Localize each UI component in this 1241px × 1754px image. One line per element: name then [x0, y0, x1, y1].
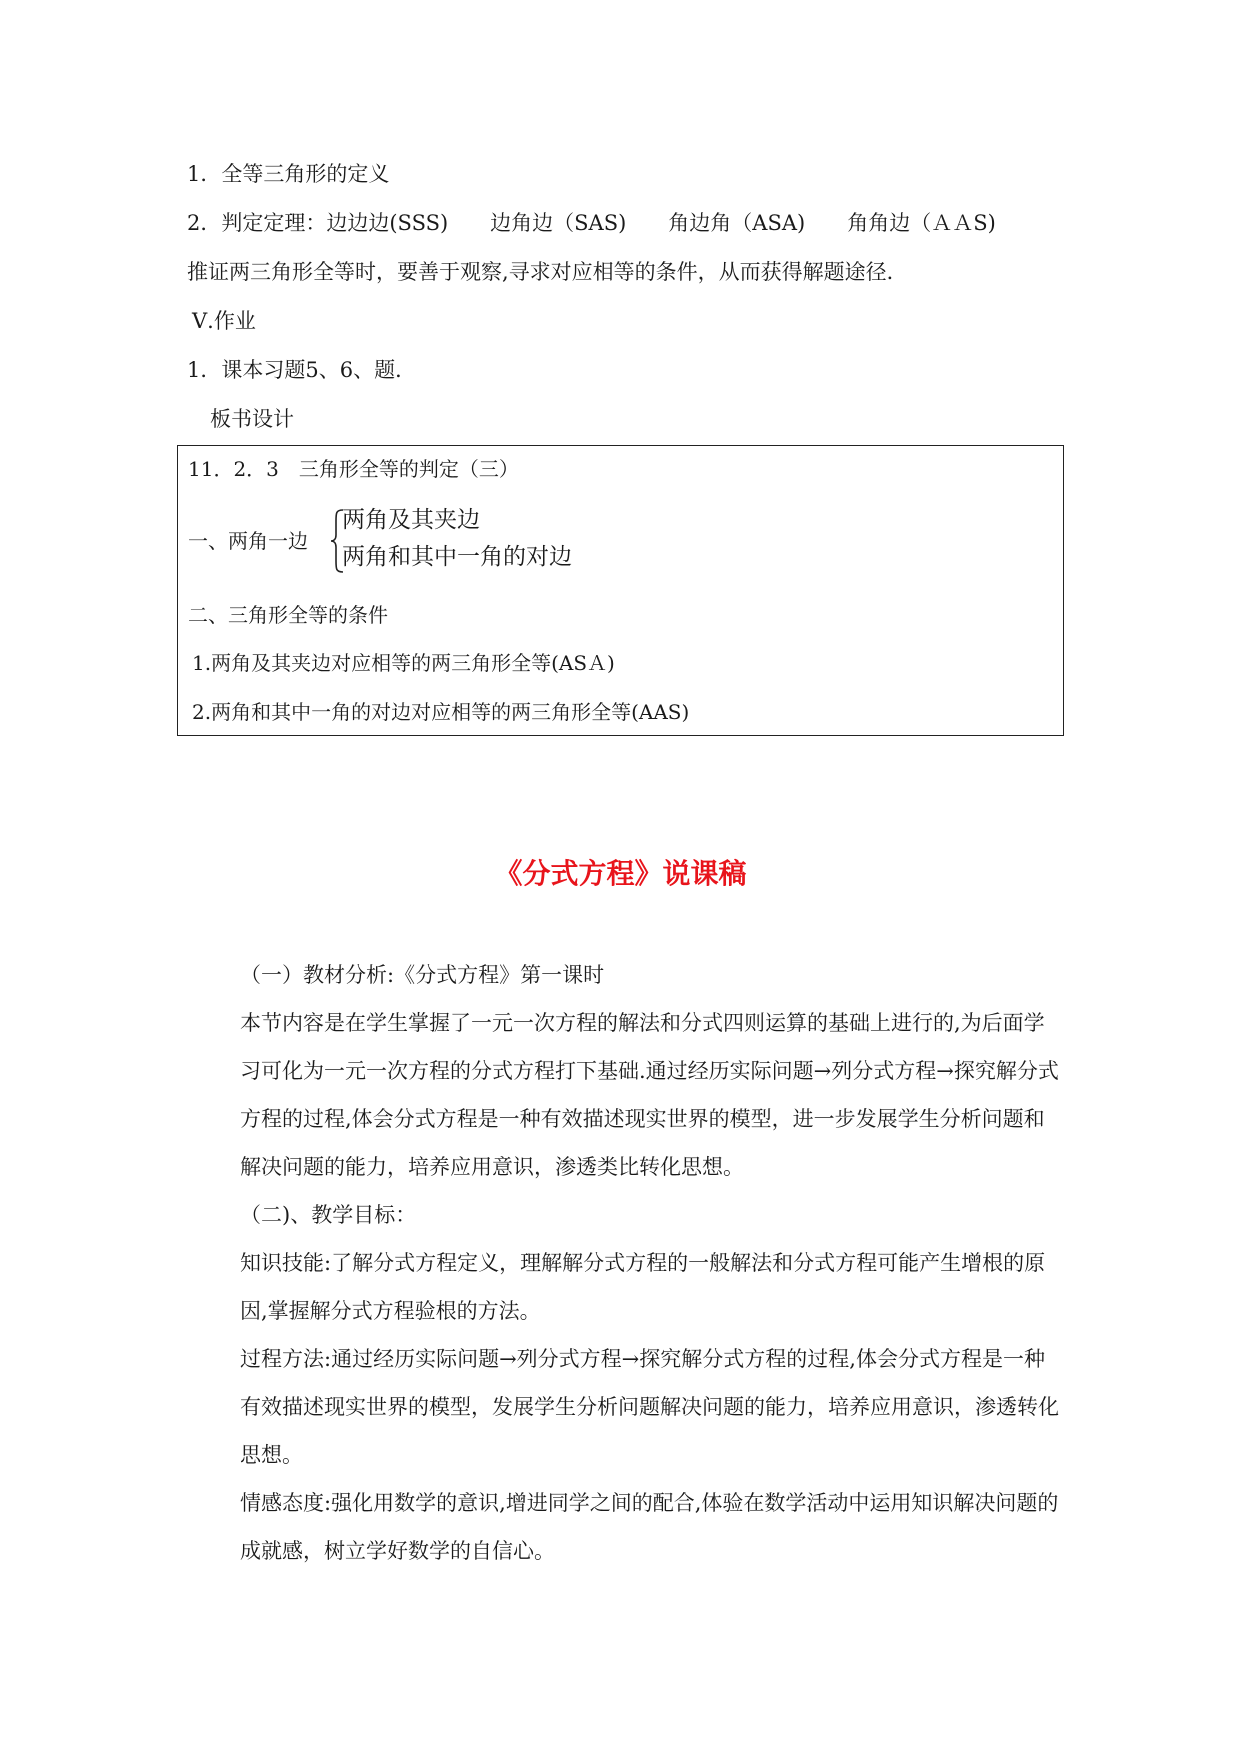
board-title: 11．2．3 三角形全等的判定（三） [188, 457, 519, 481]
board-part1-a: 两角及其夹边 [342, 507, 480, 533]
board-cond-1: 1.两角及其夹边对应相等的两三角形全等(ASＡ) [192, 651, 615, 675]
goal-process: 过程方法:通过经历实际问题→列分式方程→探究解分式方程的过程,体会分式方程是一种有效描述现实世界的模型，发展学生分析问题解决问题的能力，培养应用意识，渗透转化思想。 [240, 1347, 1059, 1467]
homework-heading: Ⅴ.作业 [192, 309, 256, 333]
section-1-body: 本节内容是在学生掌握了一元一次方程的解法和分式四则运算的基础上进行的,为后面学习可化为一元一次方程的分式方程打下基础.通过经历实际问题→列分式方程→探究解分式方程的过程,体会分式方程是一种有效描述现实世界的模型，进一步发展学生分析问题和解决问题的能力，培养应用意识，渗透类比转化思想。 [240, 1011, 1059, 1179]
homework-item-1: 1．课本习题5、6、题． [187, 358, 417, 382]
board-cond-2: 2.两角和其中一角的对边对应相等的两三角形全等(AAS) [192, 700, 690, 724]
article-title: 《分式方程》说课稿 [494, 857, 747, 890]
goal-attitude: 情感态度:强化用数学的意识,增进同学之间的配合,体验在数学活动中运用知识解决问题的成就感，树立学好数学的自信心。 [240, 1491, 1059, 1563]
board-part1-label: 一、两角一边 [188, 529, 308, 553]
board-design-box [177, 445, 1064, 736]
goal-knowledge: 知识技能:了解分式方程定义，理解解分式方程的一般解法和分式方程可能产生增根的原因,掌握解分式方程验根的方法。 [240, 1251, 1046, 1323]
board-part2: 二、三角形全等的条件 [188, 603, 388, 627]
summary-item-1: 1．全等三角形的定义 [187, 162, 390, 186]
board-part1-b: 两角和其中一角的对边 [342, 544, 572, 570]
section-1-heading: （一）教材分析:《分式方程》第一课时 [240, 963, 605, 987]
summary-item-2: 2．判定定理：边边边(SSS) 边角边（SAS) 角边角（ASA) 角角边（ＡＡS) [187, 211, 996, 235]
section-2-heading: （二)、教学目标： [240, 1203, 417, 1227]
article-body [240, 951, 1060, 1575]
summary-note: 推证两三角形全等时，要善于观察,寻求对应相等的条件，从而获得解题途径． [187, 260, 908, 284]
board-heading: 板书设计 [210, 407, 294, 431]
